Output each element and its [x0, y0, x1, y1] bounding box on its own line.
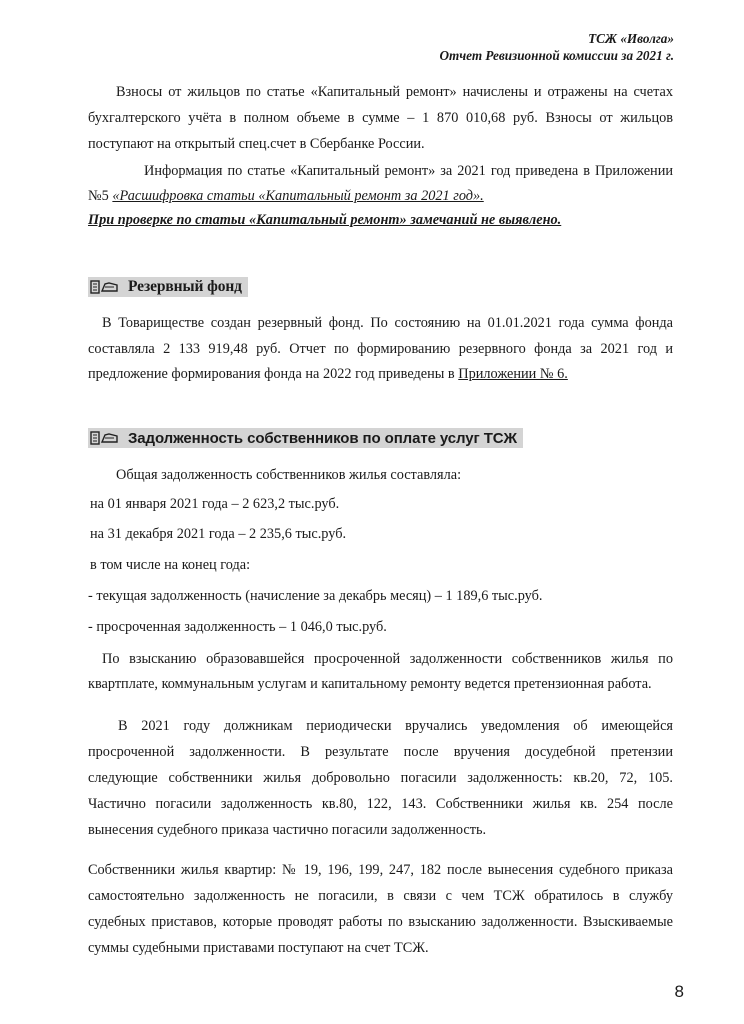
debt-jan: на 01 января 2021 года – 2 623,2 тыс.руб. — [90, 496, 340, 512]
page-header — [439, 30, 674, 64]
bailiffs-line2: самостоятельно задолженность не погасили, в связи с чем ТСЖ обратилось в службу — [88, 888, 673, 904]
debt-dec: на 31 декабря 2021 года – 2 235,6 тыс.руб. — [90, 526, 347, 542]
reserve-p-line1: В Товариществе создан резервный фонд. По состоянию на 01.01.2021 года сумма фонда — [102, 315, 673, 331]
reserve-p-line2: составляла 2 133 919,48 руб. Отчет по формированию резервного фонда за 2021 год и — [88, 341, 673, 357]
page-number: 8 — [674, 982, 684, 1001]
reserve-p-line3 — [88, 366, 568, 383]
capital-finding: При проверке по статьи «Капитальный ремонт» замечаний не выявлено. — [88, 212, 562, 228]
reserve-fund-heading — [88, 277, 248, 297]
debt-including: в том числе на конец года: — [90, 557, 251, 573]
capital-p1-line2: бухгалтерского учёта в полном объеме в сумме – 1 870 010,68 руб. Взносы от жильцов — [88, 110, 673, 126]
debt-title: Задолженность собственников по оплате услуг ТСЖ — [128, 429, 517, 447]
notices-line2: просроченной задолженности. В результате после вручения досудебной претензии — [88, 744, 673, 760]
capital-p1-line3: поступают на открытый спец.счет в Сбербанке России. — [88, 136, 425, 152]
debt-claim-line2: квартплате, коммунальным услугам и капитальному ремонту ведется претензионная работа. — [88, 676, 652, 692]
debt-overdue: - просроченная задолженность – 1 046,0 тыс.руб. — [88, 619, 387, 635]
book-hand-icon — [90, 430, 120, 446]
bailiffs-line4: суммы судебными приставами поступают на счет ТСЖ. — [88, 940, 429, 956]
bailiffs-line1: Собственники жилья квартир: № 19, 196, 199, 247, 182 после вынесения судебного приказа — [88, 862, 673, 878]
notices-line4: Частично погасили задолженность кв.80, 122, 143. Собственники жилья кв. 254 после — [88, 796, 673, 812]
reserve-fund-title: Резервный фонд — [128, 278, 242, 295]
appendix-5-link[interactable]: «Расшифровка статьи «Капитальный ремонт за 2021 год». — [112, 188, 484, 204]
header-org: ТСЖ «Иволга» — [588, 31, 674, 46]
notices-line1: В 2021 году должникам периодически вручались уведомления об имеющейся — [118, 718, 673, 734]
debt-heading — [88, 428, 523, 448]
book-hand-icon — [90, 279, 120, 295]
appendix-6-link[interactable]: Приложении № 6. — [458, 366, 568, 382]
capital-p2-line2 — [88, 188, 484, 205]
debt-intro: Общая задолженность собственников жилья составляла: — [116, 467, 462, 483]
capital-p2-prefix: №5 — [88, 188, 113, 204]
header-report-title: Отчет Ревизионной комиссии за 2021 г. — [439, 48, 674, 63]
capital-p2-line1: Информация по статье «Капитальный ремонт» за 2021 год приведена в Приложении — [144, 163, 673, 179]
capital-p1-line1: Взносы от жильцов по статье «Капитальный ремонт» начислены и отражены на счетах — [116, 84, 673, 100]
reserve-p-line3-text: предложение формирования фонда на 2022 год приведены в — [88, 366, 459, 382]
notices-line3: следующие собственники жилья добровольно погасили задолженность: кв.20, 72, 105. — [88, 770, 673, 786]
debt-current: - текущая задолженность (начисление за декабрь месяц) – 1 189,6 тыс.руб. — [88, 588, 543, 604]
notices-line5: вынесения судебного приказа частично погасили задолженность. — [88, 822, 487, 838]
debt-claim-line1: По взысканию образовавшейся просроченной задолженности собственников жилья по — [102, 651, 673, 667]
bailiffs-line3: судебных приставов, которые проводят работы по взысканию задолженности. Взыскиваемые — [88, 914, 673, 930]
